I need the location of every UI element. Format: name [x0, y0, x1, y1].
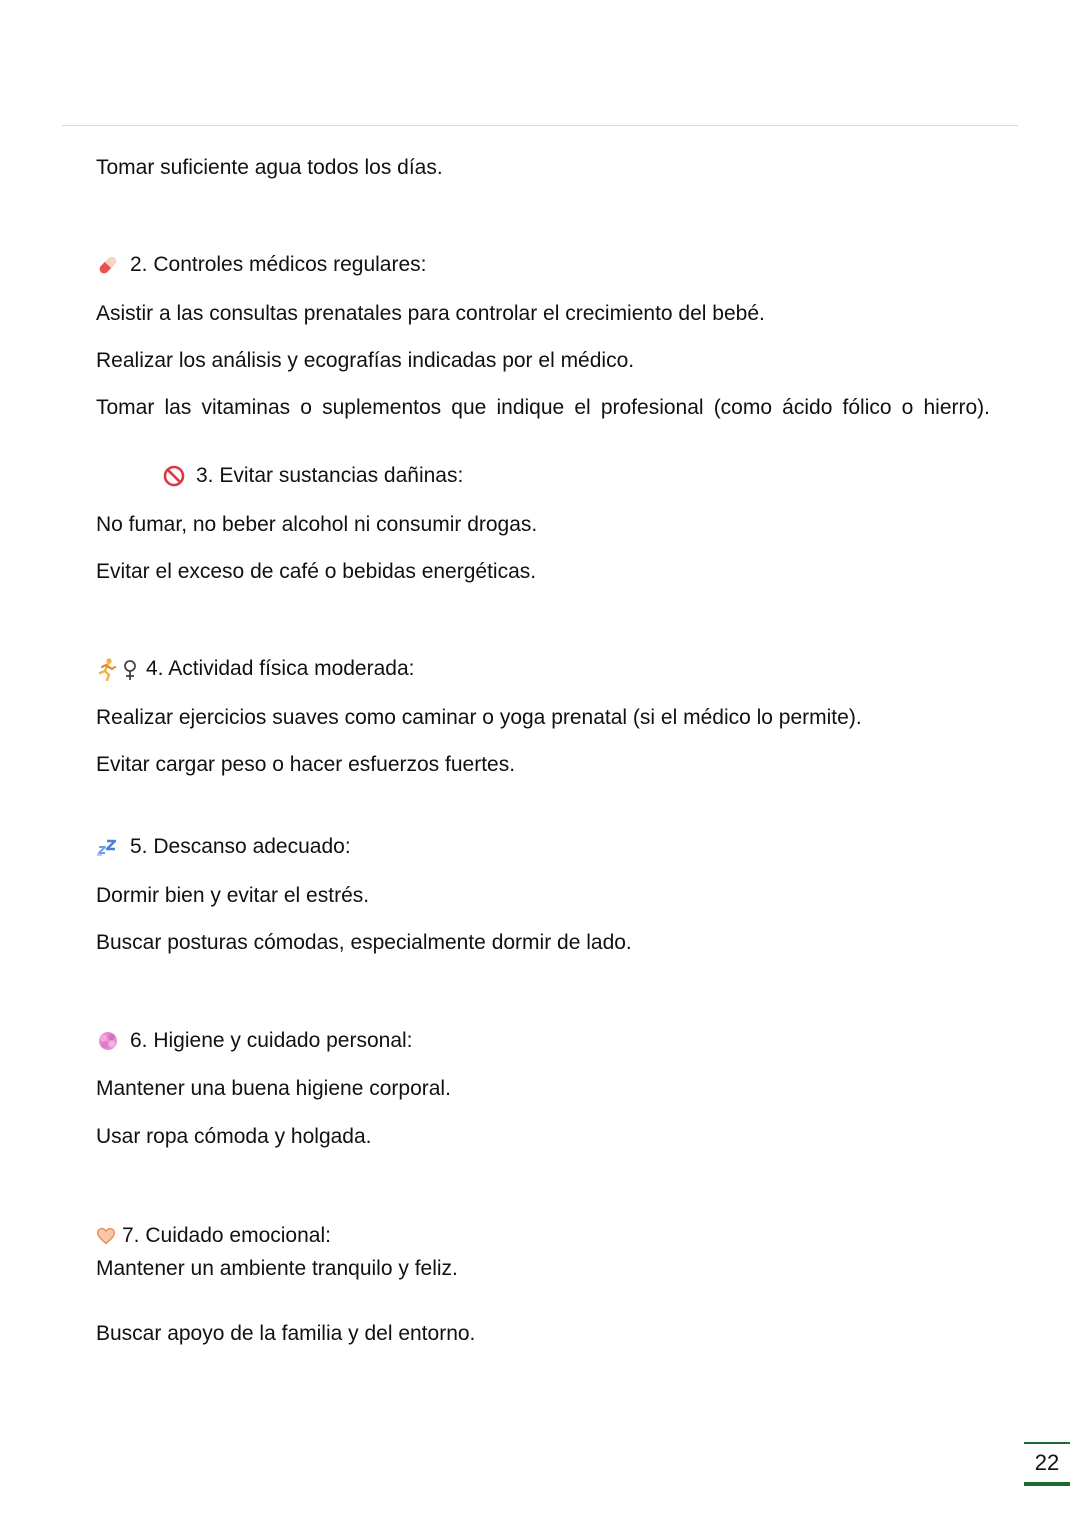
list-item: No fumar, no beber alcohol ni consumir drogas.: [96, 513, 538, 536]
section-heading-text: 3. Evitar sustancias dañinas:: [196, 464, 464, 487]
orange-heart-icon: [96, 1226, 116, 1246]
pill-icon: [96, 253, 120, 277]
section-heading-emocional: [96, 1223, 331, 1249]
list-item: Tomar las vitaminas o suplementos que indique el profesional (como ácido fólico o hierro).: [96, 396, 990, 419]
section-heading-actividad: [96, 656, 414, 682]
section-heading-sustancias: [162, 463, 463, 489]
list-item: Realizar los análisis y ecografías indicadas por el médico.: [96, 349, 635, 372]
list-item: Evitar el exceso de café o bebidas energéticas.: [96, 560, 537, 583]
section-heading-text: 5. Descanso adecuado:: [130, 835, 351, 858]
list-item: Evitar cargar peso o hacer esfuerzos fuertes.: [96, 753, 516, 776]
section-heading-text: 7. Cuidado emocional:: [122, 1224, 331, 1247]
bath-sponge-icon: [96, 1029, 120, 1053]
list-item: Buscar apoyo de la familia y del entorno.: [96, 1322, 476, 1345]
list-item: Realizar ejercicios suaves como caminar o yoga prenatal (si el médico lo permite).: [96, 706, 862, 729]
header-divider: [62, 125, 1018, 126]
list-item: Buscar posturas cómodas, especialmente dormir de lado.: [96, 931, 632, 954]
section-heading-text: 6. Higiene y cuidado personal:: [130, 1029, 413, 1052]
list-item: Usar ropa cómoda y holgada.: [96, 1125, 372, 1148]
section-heading-descanso: [96, 834, 351, 860]
list-item: Mantener un ambiente tranquilo y feliz.: [96, 1257, 458, 1280]
page-number: 22: [1024, 1442, 1070, 1486]
list-item: Mantener una buena higiene corporal.: [96, 1077, 451, 1100]
section-heading-higiene: [96, 1028, 413, 1054]
section-heading-controles: [96, 252, 426, 278]
list-item: Asistir a las consultas prenatales para controlar el crecimiento del bebé.: [96, 302, 765, 325]
list-item: Dormir bien y evitar el estrés.: [96, 884, 370, 907]
sleeping-icon: [96, 835, 120, 859]
running-woman-icon: [96, 657, 140, 681]
section-heading-text: 4. Actividad física moderada:: [146, 657, 415, 680]
intro-text: Tomar suficiente agua todos los días.: [96, 156, 443, 179]
section-heading-text: 2. Controles médicos regulares:: [130, 253, 427, 276]
prohibited-icon: [162, 464, 186, 488]
